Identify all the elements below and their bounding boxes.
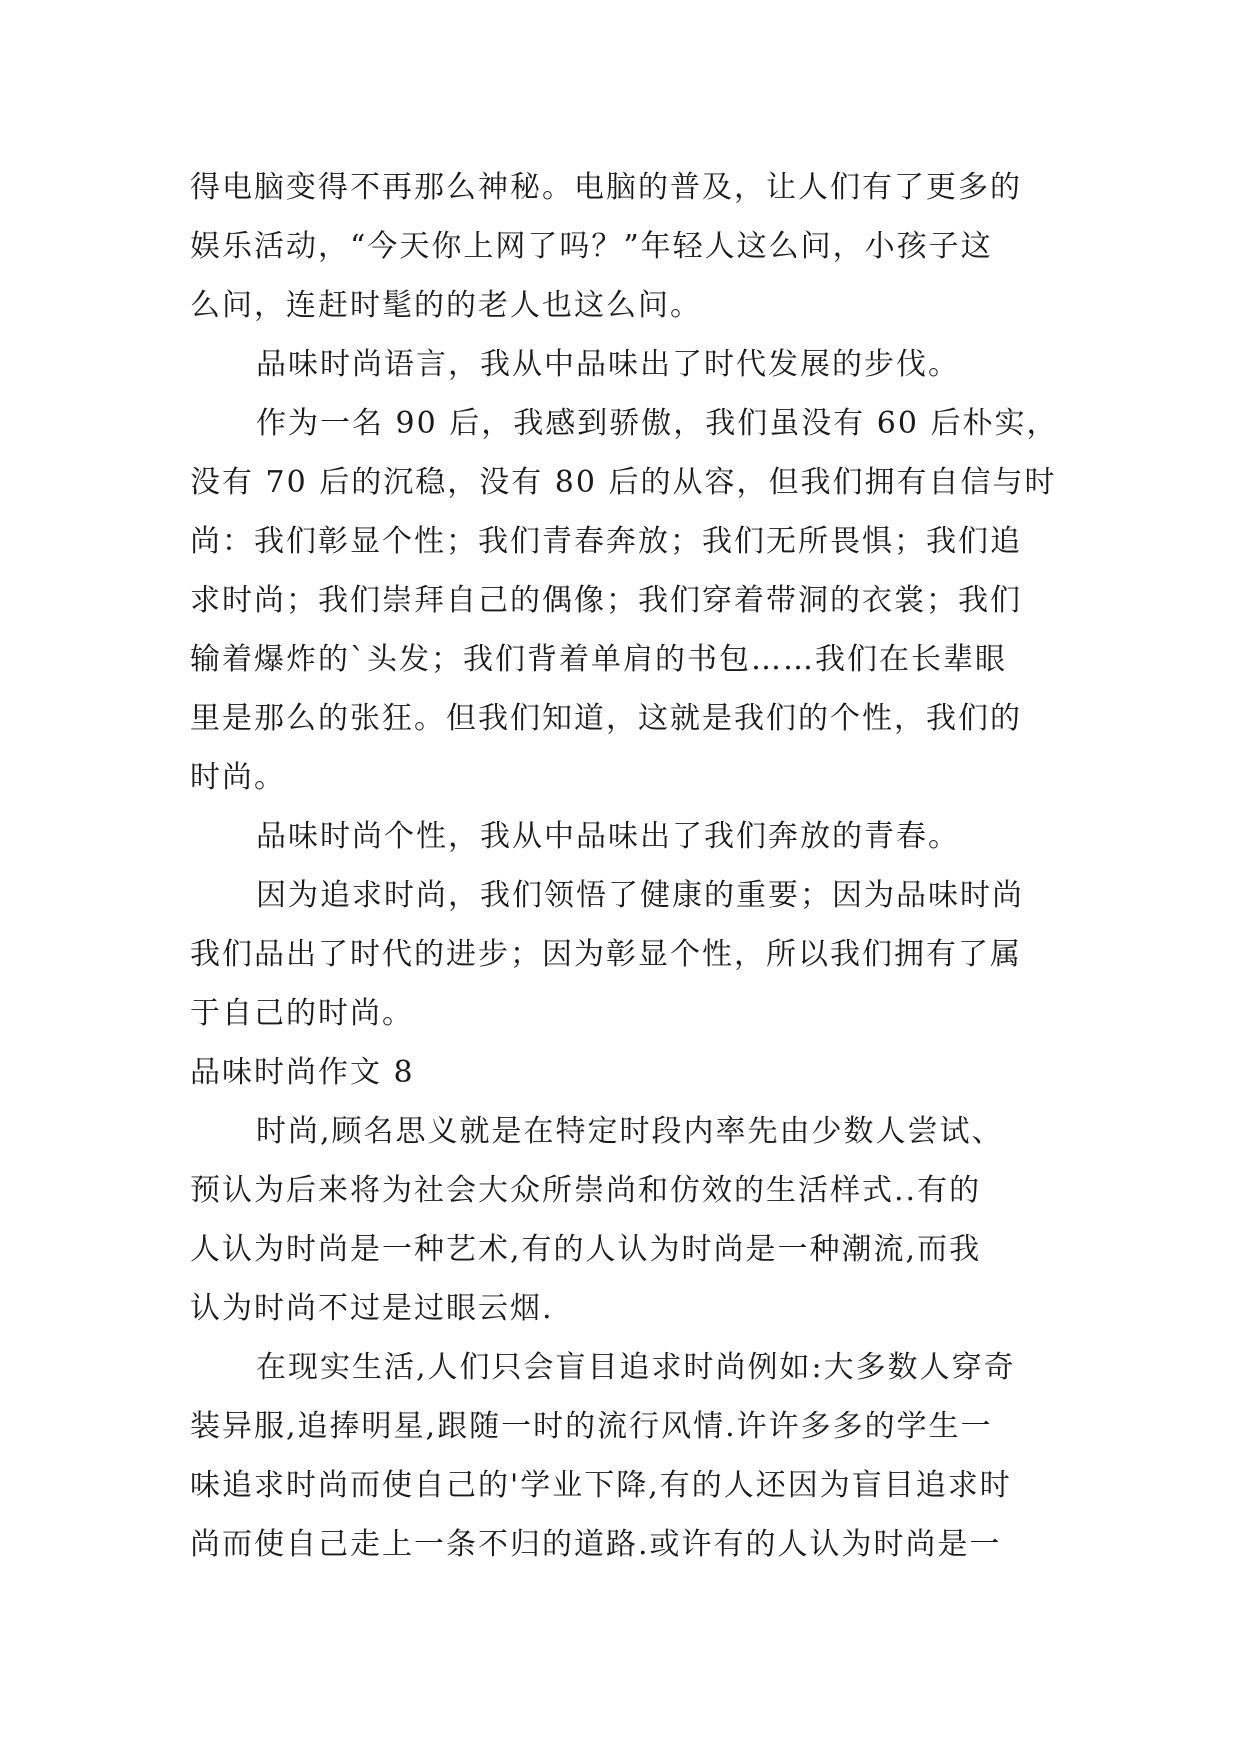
text-line: 时尚。 bbox=[190, 760, 286, 795]
text-line: 没有 70 后的沉稳，没有 80 后的从容，但我们拥有自信与时 bbox=[190, 465, 1057, 500]
text-line: 预认为后来将为社会大众所崇尚和仿效的生活样式..有的 bbox=[190, 1173, 982, 1208]
text-line: 我们品出了时代的进步；因为彰显个性，所以我们拥有了属 bbox=[190, 937, 1022, 972]
text-line: 输着爆炸的`头发；我们背着单肩的书包……我们在长辈眼 bbox=[190, 642, 1007, 677]
text-line: 娱乐活动，“今天你上网了吗？”年轻人这么问，小孩子这 bbox=[190, 229, 993, 264]
paragraph-line: 品味时尚个性，我从中品味出了我们奔放的青春。 bbox=[256, 819, 960, 854]
paragraph-line: 时尚,顾名思义就是在特定时段内率先由少数人尝试、 bbox=[256, 1114, 1004, 1149]
paragraph-line: 作为一名 90 后，我感到骄傲，我们虽没有 60 后朴实， bbox=[256, 406, 1059, 441]
text-line: 味追求时尚而使自己的'学业下降,有的人还因为盲目追求时 bbox=[190, 1468, 1012, 1503]
document-body bbox=[190, 158, 1059, 1574]
text-line: 求时尚；我们崇拜自己的偶像；我们穿着带洞的衣裳；我们 bbox=[190, 583, 1022, 618]
section-heading: 品味时尚作文 8 bbox=[190, 1055, 415, 1090]
text-line: 人认为时尚是一种艺术,有的人认为时尚是一种潮流,而我 bbox=[190, 1232, 982, 1267]
text-line: 装异服,追捧明星,跟随一时的流行风情.许许多多的学生一 bbox=[190, 1409, 993, 1444]
text-line: 里是那么的张狂。但我们知道，这就是我们的个性，我们的 bbox=[190, 701, 1022, 736]
paragraph-line: 因为追求时尚，我们领悟了健康的重要；因为品味时尚 bbox=[256, 878, 1024, 913]
text-line: 么问，连赶时髦的的老人也这么问。 bbox=[190, 288, 702, 323]
text-line: 于自己的时尚。 bbox=[190, 996, 414, 1031]
paragraph-line: 在现实生活,人们只会盲目追求时尚例如:大多数人穿奇 bbox=[256, 1350, 1016, 1385]
text-line: 认为时尚不过是过眼云烟. bbox=[190, 1291, 554, 1326]
paragraph-line: 品味时尚语言，我从中品味出了时代发展的步伐。 bbox=[256, 347, 960, 382]
text-line: 尚：我们彰显个性；我们青春奔放；我们无所畏惧；我们追 bbox=[190, 524, 1022, 559]
text-line: 得电脑变得不再那么神秘。电脑的普及，让人们有了更多的 bbox=[190, 170, 1022, 205]
text-line: 尚而使自己走上一条不归的道路.或许有的人认为时尚是一 bbox=[190, 1527, 1002, 1562]
